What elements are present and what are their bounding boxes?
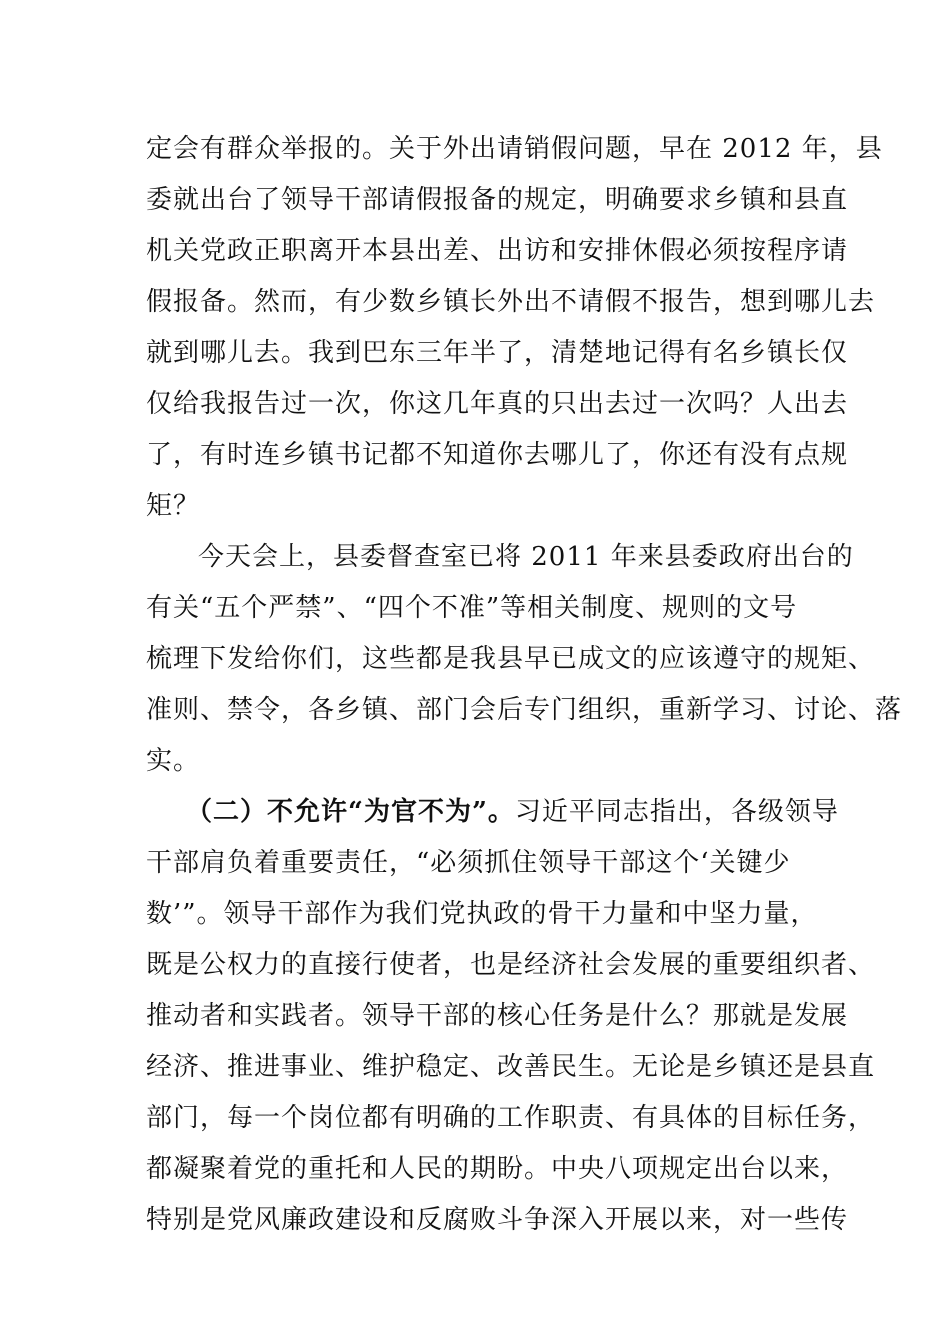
text-line: 矩？ xyxy=(146,491,201,521)
text-line: 实。 xyxy=(146,746,201,776)
text-line: 既是公权力的直接行使者，也是经济社会发展的重要组织者、 xyxy=(146,950,876,980)
text-line: 就到哪儿去。我到巴东三年半了，清楚地记得有名乡镇长仅 xyxy=(146,338,849,368)
text-line: 经济、推进事业、维护稳定、改善民生。无论是乡镇还是县直 xyxy=(146,1052,876,1082)
text-line: 委就出台了领导干部请假报备的规定，明确要求乡镇和县直 xyxy=(146,185,849,215)
text-line: 数’”。领导干部作为我们党执政的骨干力量和中坚力量， xyxy=(146,899,818,929)
text-line: 特别是党风廉政建设和反腐败斗争深入开展以来，对一些传 xyxy=(146,1205,849,1235)
heading-continuation: 习近平同志指出，各级领导 xyxy=(514,797,839,827)
text-line: 梳理下发给你们，这些都是我县早已成文的应该遵守的规矩、 xyxy=(146,644,876,674)
text-line: 都凝聚着党的重托和人民的期盼。中央八项规定出台以来， xyxy=(146,1154,849,1184)
text-line: 机关党政正职离开本县出差、出访和安排休假必须按程序请 xyxy=(146,236,849,266)
section-heading-line xyxy=(186,787,839,837)
text-line: 假报备。然而，有少数乡镇长外出不请假不报告，想到哪儿去 xyxy=(146,287,876,317)
text-line: 干部肩负着重要责任，“必须抓住领导干部这个‘关键少 xyxy=(146,848,791,878)
text-line: 有关“五个严禁”、“四个不准”等相关制度、规则的文号 xyxy=(146,593,798,623)
text-line: 定会有群众举报的。关于外出请销假问题，早在 2012 年，县 xyxy=(146,134,883,164)
text-line: 部门，每一个岗位都有明确的工作职责、有具体的目标任务， xyxy=(146,1103,876,1133)
text-line: 了，有时连乡镇书记都不知道你去哪儿了，你还有没有点规 xyxy=(146,440,849,470)
text-line: 推动者和实践者。领导干部的核心任务是什么？那就是发展 xyxy=(146,1001,849,1031)
text-line: 仅给我报告过一次，你这几年真的只出去过一次吗？人出去 xyxy=(146,389,849,419)
section-heading: （二）不允许“为官不为”。 xyxy=(186,797,515,827)
text-line: 准则、禁令，各乡镇、部门会后专门组织，重新学习、讨论、落 xyxy=(146,695,903,725)
paragraph-first-line: 今天会上，县委督查室已将 2011 年来县委政府出台的 xyxy=(198,542,854,572)
